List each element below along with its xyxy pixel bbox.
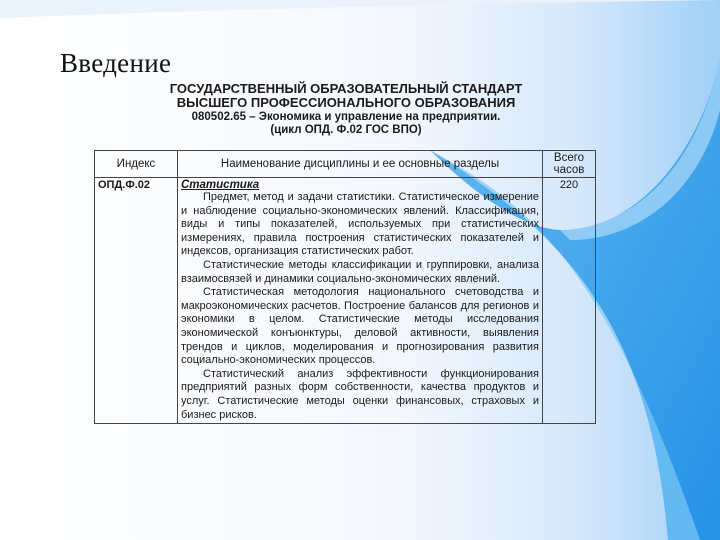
table-header-row	[95, 151, 596, 178]
header-name: Наименование дисциплины и ее основные разделы	[178, 151, 543, 178]
row-content	[178, 178, 543, 424]
table-row	[95, 178, 596, 424]
discipline-name: Статистика	[181, 179, 260, 191]
section-paragraph: Предмет, метод и задачи статистики. Статистическое измерение и наблюдение социально-экономических явлений. Классификация, виды и типы показателей, используемых при статистических измерениях, правила построения статистических показателей и индексов, организация статистических работ.	[181, 191, 539, 258]
slide-title: Введение	[60, 48, 172, 78]
header-hours: Всего часов	[543, 151, 596, 178]
heading-line-4: (цикл ОПД. Ф.02 ГОС ВПО)	[270, 124, 422, 136]
heading-line-3: 080502.65 – Экономика и управление на предприятии.	[191, 111, 501, 123]
section-paragraph: Статистический анализ эффективности функционирования предприятий разных форм собственности, качества продуктов и услуг. Статистические методы оценки финансовых, страховых и бизнес рисков.	[181, 367, 539, 421]
standard-document-header	[92, 82, 600, 137]
heading-line-2: ВЫСШЕГО ПРОФЕССИОНАЛЬНОГО ОБРАЗОВАНИЯ	[176, 95, 516, 110]
heading-line-1: ГОСУДАРСТВЕННЫЙ ОБРАЗОВАТЕЛЬНЫЙ СТАНДАРТ	[169, 81, 523, 96]
header-index: Индекс	[95, 151, 178, 178]
section-paragraph: Статистические методы классификации и группировки, анализа взаимосвязей и динамики социально-экономических явлений.	[181, 258, 539, 285]
discipline-table	[94, 150, 596, 424]
section-paragraph: Статистическая методология национального счетоводства и макроэкономических расчетов. Построение балансов для регионов и экономики в целом. Статистические методы исследования экономической конъюнктуры, деловой активности, выявления трендов и циклов, моделирования и прогнозирования развития социально-экономических процессов.	[181, 286, 539, 367]
row-hours: 220	[543, 178, 596, 424]
row-index: ОПД.Ф.02	[95, 178, 178, 424]
